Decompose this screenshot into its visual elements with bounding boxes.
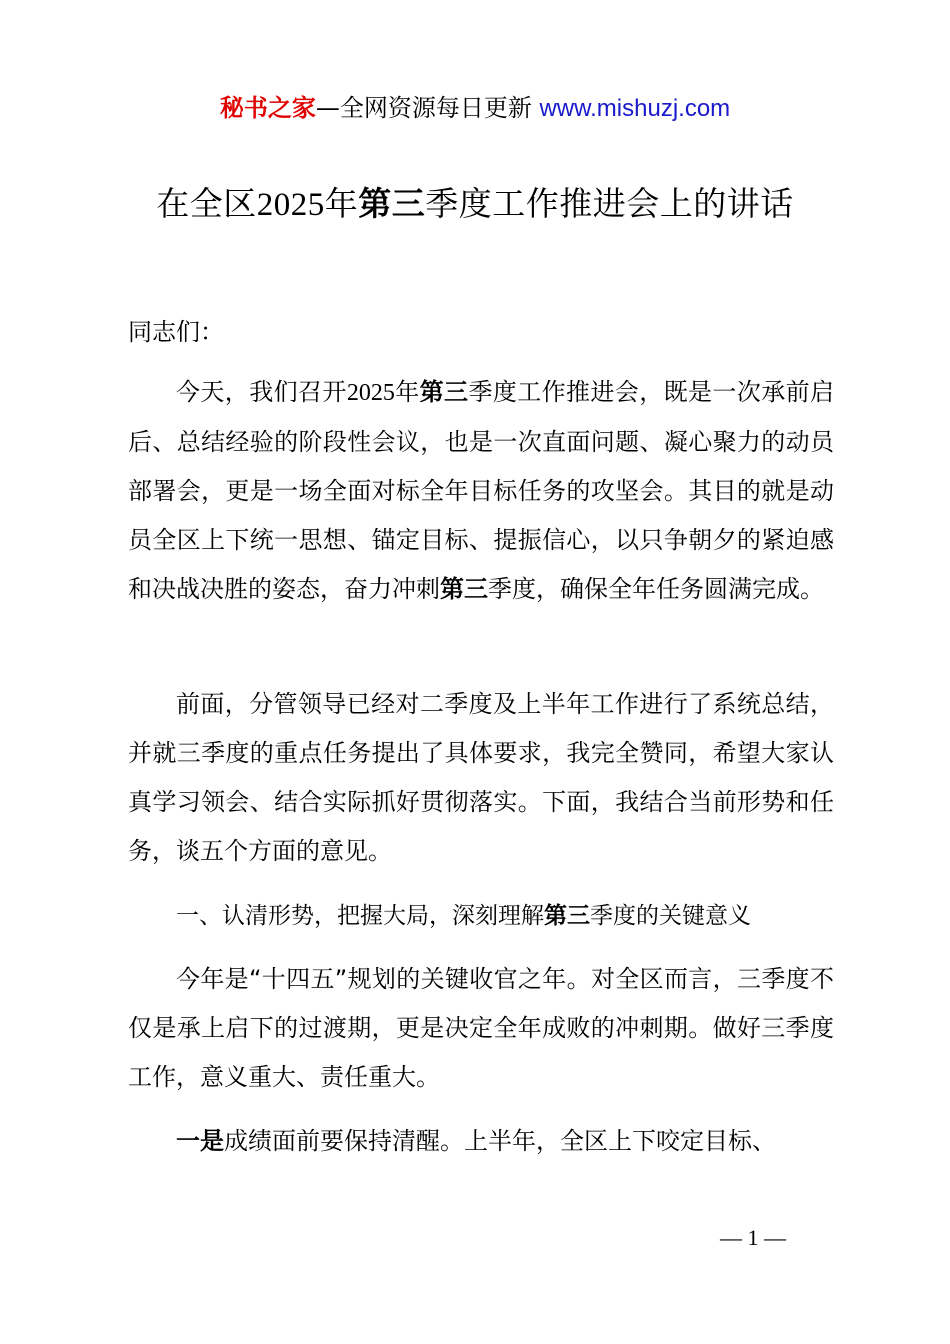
greeting: 同志们： <box>128 318 224 346</box>
title-part: 年 <box>324 184 359 223</box>
paragraph-1 <box>128 368 834 614</box>
title-year: 2025 <box>256 187 325 223</box>
paragraph-2-text: 前面，分管领导已经对二季度及上半年工作进行了系统总结，并就三季度的重点任务提出了具体要求，我完全赞同，希望大家认真学习领会、结合实际抓好贯彻落实。下面，我结合当前形势和任务，谈五个方面的意见。 <box>128 690 834 865</box>
page-number: — 1 — <box>720 1225 786 1250</box>
brand-name: 秘书之家 <box>219 94 316 122</box>
text-run: 季度，确保全年任务圆满完成。 <box>488 575 824 603</box>
heading-run: 季度的关键意义 <box>590 903 751 929</box>
paragraph-3-text: 今年是“十四五”规划的关键收官之年。对全区而言，三季度不仅是承上启下的过渡期，更是决定全年成败的冲刺期。做好三季度工作，意义重大、责任重大。 <box>128 965 834 1091</box>
paragraph-4 <box>128 1117 834 1166</box>
section-heading-1 <box>176 896 751 936</box>
paragraph-2 <box>128 680 834 876</box>
bold-run: 第三 <box>440 575 488 603</box>
title-part: 在全区 <box>156 184 257 223</box>
text-run: 成绩面前要保持清醒。上半年，全区上下咬定目标、 <box>224 1127 776 1155</box>
page-title <box>0 178 950 225</box>
site-url[interactable]: www.mishuzj.com <box>539 95 731 122</box>
title-part: 季度工作推进会上的讲话 <box>425 184 794 223</box>
heading-bold: 第三 <box>544 903 590 929</box>
bold-run: 第三 <box>419 378 469 406</box>
bold-run: 一是 <box>176 1127 224 1155</box>
text-year: 2025 <box>346 380 395 406</box>
paragraph-3 <box>128 955 834 1102</box>
header-slogan: —全网资源每日更新 <box>315 94 540 122</box>
text-run: 今天，我们召开 <box>176 378 347 406</box>
text-run: 年 <box>394 378 420 406</box>
heading-run: 一、认清形势，把握大局，深刻理解 <box>176 903 544 929</box>
text-run: 季度工作推进会，既是一次承前启后、总结经验的阶段性会议，也是一次直面问题、凝心聚力的动员部署会，更是一场全面对标全年目标任务的攻坚会。其目的就是动员全区上下统一思想、锚定目标、提振信心，以只争朝夕的紧迫感和决战决胜的姿态，奋力冲刺 <box>128 378 835 603</box>
site-header <box>0 88 950 123</box>
title-bold: 第三 <box>358 184 426 223</box>
